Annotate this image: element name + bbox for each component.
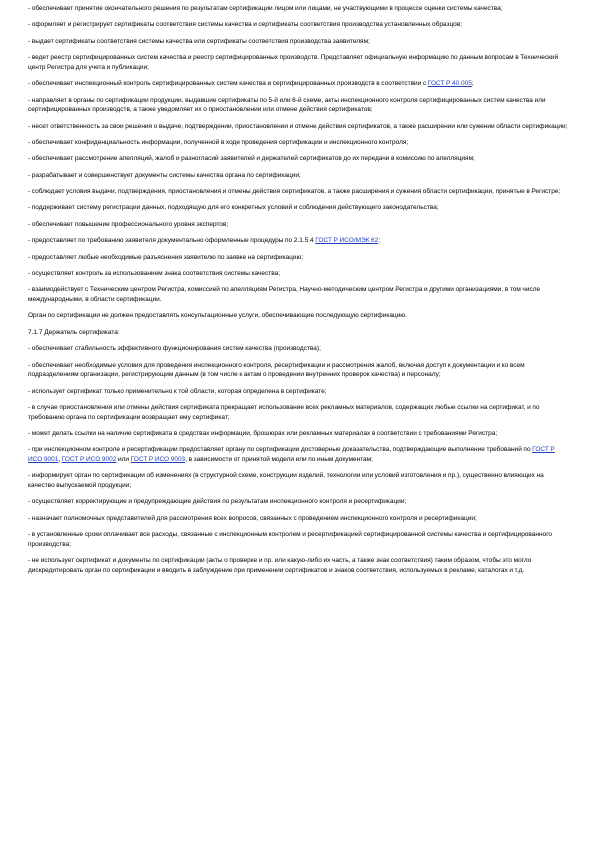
list-item: - осуществляет корректирующие и предупреждающие действия по результатам инспекционного контроля и ресертификации; bbox=[28, 498, 407, 506]
list-item: - выдает сертификаты соответствия системы качества или сертификаты соответствия производства заявителям; bbox=[28, 37, 370, 45]
list-item: - предоставляет любые необходимые разъяснения заявителю по заявке на сертификацию; bbox=[28, 253, 304, 261]
gost-r-40-005-link[interactable]: ГОСТ Р 40.005 bbox=[427, 80, 472, 88]
list-item: - обеспечивает принятие окончательного решения по результатам сертификации лицом или лицами, не участвующими в процессе оценки системы качества; bbox=[28, 5, 503, 12]
list-item: - в случае приостановления или отмены действия сертификата прекращает использование всех рекламных материалов, содержащих любые ссылки на сертификат, и по требованию органа по сертификации возвращает ему сертификат; bbox=[28, 403, 540, 421]
list-item: - в установленные сроки оплачивает все расходы, связанные с инспекционным контролем и ресертификацией сертифицированной системы качества и сертифицированного производства; bbox=[28, 531, 553, 548]
list-item: - обеспечивает стабильность эффективного функционирования систем качества (производства); bbox=[28, 345, 321, 353]
list-item: - может делать ссылки на наличие сертификата в средствах информации, брошюрах или рекламных материалах в соответствии с требованиями Регистра; bbox=[28, 429, 498, 437]
section-heading: 7.1.7 Держатель сертификата: bbox=[28, 328, 120, 336]
list-item: - осуществляет контроль за использованием знака соответствия системы качества; bbox=[28, 270, 281, 278]
list-item: - при инспекционном контроле и ресертификации предоставляет органу по сертификации достоверные доказательства, подтверждающие выполнение требований по ГОСТ Р ИСО 9001, ГОСТ Р ИСО 9002 или ГОСТ Р ИСО 9003, в зависимости от принятой модели или по иным документам; bbox=[28, 446, 555, 463]
gost-r-iso-iec-62-link[interactable]: ГОСТ Р ИСО/МЭК 62 bbox=[315, 237, 379, 245]
gost-r-iso-9003-link[interactable]: ГОСТ Р ИСО 9003 bbox=[130, 455, 186, 463]
list-item: - обеспечивает повышение профессионального уровня экспертов; bbox=[28, 220, 229, 228]
list-item: - обеспечивает рассмотрение апелляций, жалоб и разногласий заявителей и держателей сертификатов до их передачи в комиссию по апелляциям; bbox=[28, 155, 475, 163]
list-item: - ведет реестр сертифицированных систем качества и реестр сертифицированных производств. Представляет официальную информацию по данным вопросам в Технический центр Регистра для учета и публикации; bbox=[28, 54, 559, 71]
list-item: - оформляет и регистрирует сертификаты соответствия системы качества и сертификаты соответствия производства установленных образцов; bbox=[28, 21, 462, 29]
list-item: - использует сертификат только применительно к той области, которая определена в сертификате; bbox=[28, 387, 327, 395]
paragraph-note: Орган по сертификации не должен предоставлять консультационные услуги, обеспечивающие последующую сертификацию. bbox=[28, 312, 407, 320]
list-item: - назначает полномочных представителей для рассмотрения всех вопросов, связанных с проведением инспекционного контроля и ресертификации; bbox=[28, 514, 477, 522]
gost-r-iso-9002-link[interactable]: ГОСТ Р ИСО 9002 bbox=[61, 455, 117, 463]
list-item: - не использует сертификат и документы по сертификации (акты о проверке и пр. или какую-либо их часть, а также знак соответствия) таким образом, чтобы это могло дискредитировать орган по сертификации и вводить в заблуждение при применении сертификатов и знаков соответствия, используемых в рекламе, каталогах и т.д. bbox=[28, 557, 532, 574]
list-item: - поддерживает систему регистрации данных, подходящую для его конкретных условий и соблюдения действующего законодательства; bbox=[28, 204, 439, 212]
list-item: - информирует орган по сертификации об изменениях (в структурной схеме, конструкции изделий, технологии или условий изготовления и пр.), существенно влияющих на качество выпускаемой продукции; bbox=[28, 472, 544, 489]
list-item: - соблюдает условия выдачи, подтверждения, приостановления и отмены действия сертификатов, а также расширения и сужения области сертификации, принятые в Регистре; bbox=[28, 188, 561, 196]
list-item: - несет ответственность за свои решения о выдаче, подтверждении, приостановлении и отмене действия сертификатов, а также расширении или сужении области сертификации; bbox=[28, 122, 568, 130]
list-item: - направляет в органы по сертификации продукции, выдавшие сертификаты по 5-й или 6-й схеме, акты инспекционного контроля сертифицированных систем качества или сертифицированных производств, а также уведомляет их о приостановлении или отмене действия сертификатов; bbox=[28, 96, 546, 114]
list-item: - обеспечивает необходимые условия для проведения инспекционного контроля, ресертификации и рассмотрения жалоб, включая доступ к документации и ко всем подразделениям организации, регистрирующим данным (в том числе к актам о проведении внутренних проверок качества) и персоналу; bbox=[28, 361, 525, 379]
list-item: - разрабатывает и совершенствует документы системы качества органа по сертификации; bbox=[28, 171, 301, 179]
list-item: - взаимодействует с Техническим центром Регистра, комиссией по апелляциям Регистра, Научно-методическим центром Регистра и другими организациями, в том числе международными, в области сертификации. bbox=[28, 286, 541, 304]
list-item: - обеспечивает инспекционный контроль сертифицированных систем качества и сертифицированных производств в соответствии с ГОСТ Р 40.005; bbox=[28, 80, 474, 88]
gost-r-iso-9001-link[interactable]: ГОСТ Р ИСО 9001 bbox=[28, 446, 555, 463]
list-item: - предоставляет по требованию заявителя документально оформленные процедуры по 2.1.5.4 ГОСТ Р ИСО/МЭК 62; bbox=[28, 237, 381, 245]
document-page bbox=[28, 4, 569, 582]
list-item: - обеспечивает конфиденциальность информации, полученной в ходе проведения сертификации и инспекционного контроля; bbox=[28, 138, 409, 146]
